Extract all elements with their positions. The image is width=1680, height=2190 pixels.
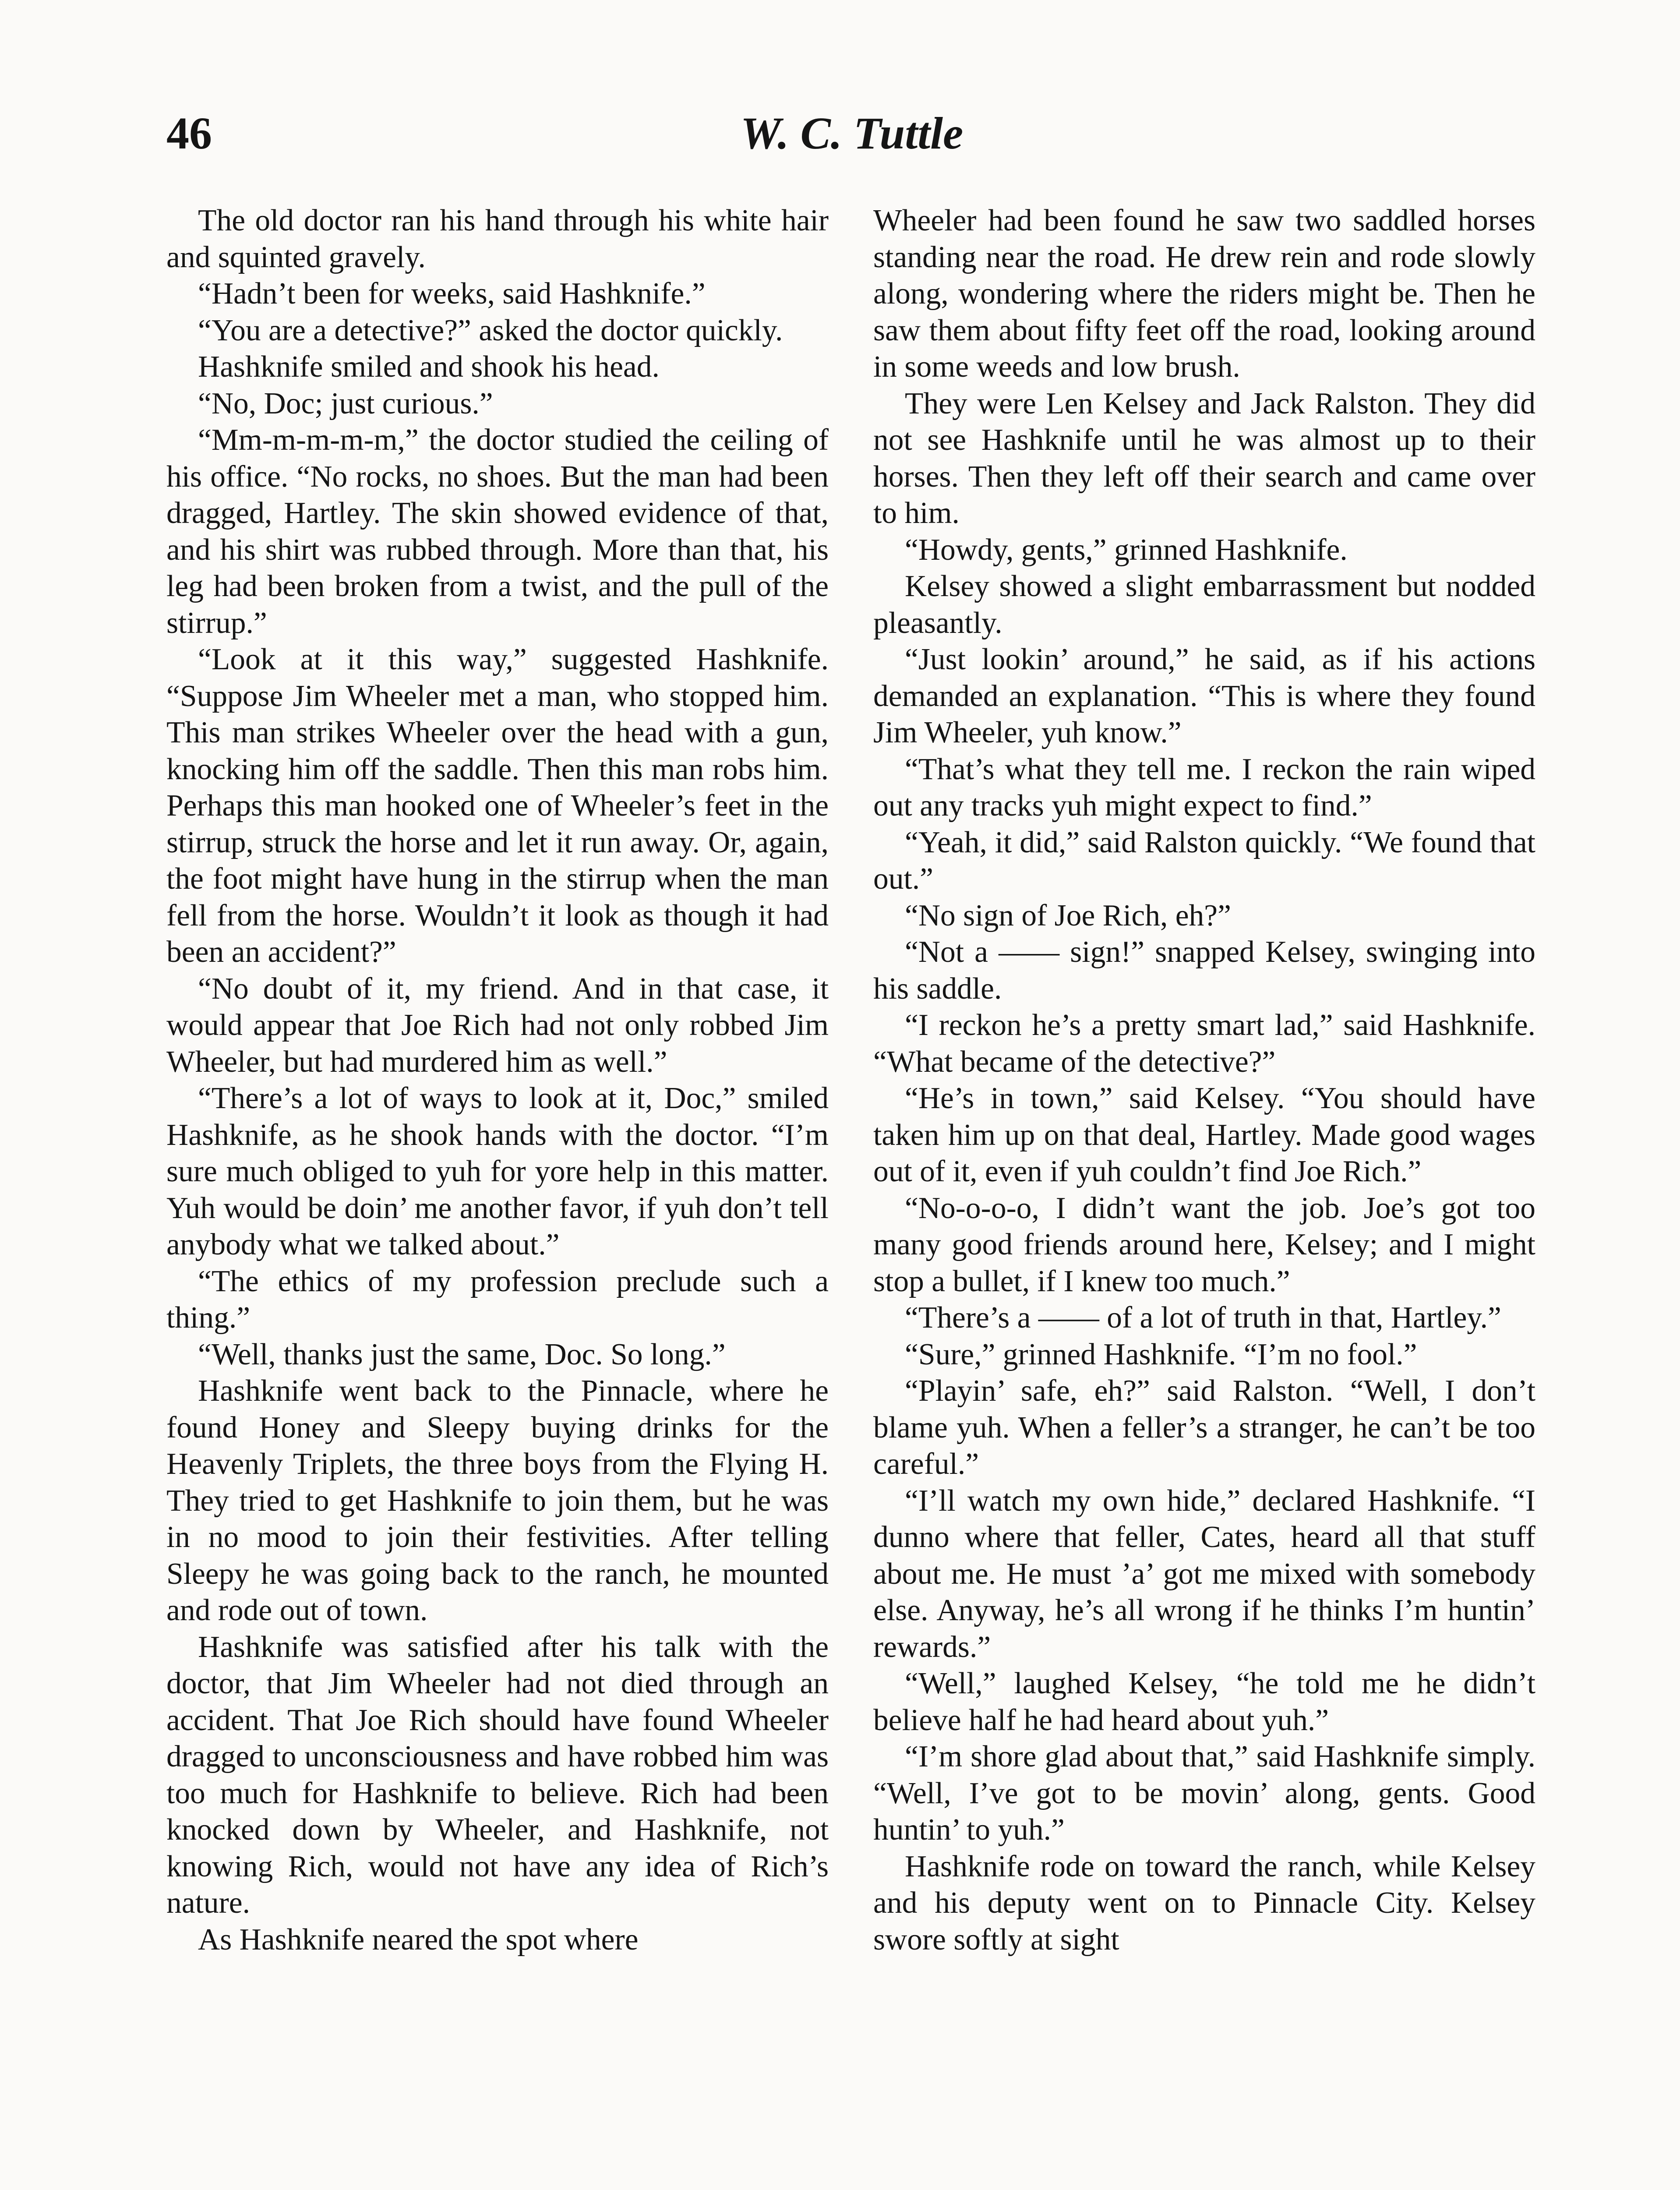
right-column [873,202,1535,2190]
paragraph: “No, Doc; just curious.” [198,386,493,420]
paragraph: Kelsey showed a slight embarrassment but nodded pleasantly. [873,569,1535,640]
page-header [166,101,1537,166]
paragraph: “That’s what they tell me. I reckon the rain wiped out any tracks yuh might expect to find.” [873,752,1535,823]
paragraph: “I’m shore glad about that,” said Hashknife simply. “Well, I’ve got to be movin’ along, gents. Good huntin’ to yuh.” [873,1740,1535,1847]
paragraph: As Hashknife neared the spot where [198,1922,639,1957]
running-head-author: W. C. Tuttle [740,108,964,159]
paragraph: “Howdy, gents,” grinned Hashknife. [905,533,1348,567]
paragraph: Hashknife rode on toward the ranch, while Kelsey and his deputy went on to Pinnacle City. Kelsey swore softly at sight [873,1849,1535,1957]
page-number: 46 [166,108,212,159]
paragraph: Hashknife went back to the Pinnacle, where he found Honey and Sleepy buying drinks for the Heavenly Triplets, the three boys from the Flying H. They tried to get Hashknife to join them, but he was in no mood to join their festivities. After telling Sleepy he was going back to the ranch, he mounted and rode out of town. [166,1374,829,1627]
paragraph-continued: Wheeler had been found he saw two saddled horses standing near the road. He drew rein and rode slowly along, wondering where the riders might be. Then he saw them about fifty feet off the road, looking around in some weeds and low brush. [873,204,1535,384]
left-column [166,202,829,2190]
paragraph: “You are a detective?” asked the doctor quickly. [198,313,783,347]
paragraph: “Hadn’t been for weeks, said Hashknife.” [198,277,706,311]
paragraph: “Just lookin’ around,” he said, as if his actions demanded an explanation. “This is where they found Jim Wheeler, yuh know.” [873,643,1535,749]
paragraph: “No sign of Joe Rich, eh?” [905,898,1231,933]
paragraph: “He’s in town,” said Kelsey. “You should have taken him up on that deal, Hartley. Made good wages out of it, even if yuh couldn’t find Joe Rich.” [873,1081,1535,1188]
paragraph: They were Len Kelsey and Jack Ralston. They did not see Hashknife until he was almost up to their horses. Then they left off their search and came over to him. [873,386,1535,530]
paragraph: “Well,” laughed Kelsey, “he told me he didn’t believe half he had heard about yuh.” [873,1667,1535,1737]
paragraph: “Yeah, it did,” said Ralston quickly. “We found that out.” [873,825,1535,896]
paragraph: “Well, thanks just the same, Doc. So long.” [198,1337,726,1371]
paragraph: “Sure,” grinned Hashknife. “I’m no fool.” [905,1337,1417,1371]
paragraph: Hashknife smiled and shook his head. [198,350,660,384]
paragraph: “Look at it this way,” suggested Hashknife. “Suppose Jim Wheeler met a man, who stopped him. This man strikes Wheeler over the head with a gun, knocking him off the saddle. Then this man robs him. Perhaps this man hooked one of Wheeler’s feet in the stirrup, struck the horse and let it run away. Or, again, the foot might have hung in the stirrup when the man fell from the horse. Wouldn’t it look as though it had been an accident?” [166,643,829,969]
paragraph: “No-o-o-o, I didn’t want the job. Joe’s got too many good friends around here, Kelsey; and I might stop a bullet, if I knew too much.” [873,1191,1535,1298]
paragraph: “There’s a —— of a lot of truth in that, Hartley.” [905,1301,1501,1335]
paragraph: Hashknife was satisfied after his talk with the doctor, that Jim Wheeler had not died through an accident. That Joe Rich should have found Wheeler dragged to unconsciousness and have robbed him was too much for Hashknife to believe. Rich had been knocked down by Wheeler, and Hashknife, not knowing Rich, would not have any idea of Rich’s nature. [166,1630,829,1920]
paragraph: “I’ll watch my own hide,” declared Hashknife. “I dunno where that feller, Cates, heard all that stuff about me. He must ’a’ got me mixed with somebody else. Anyway, he’s all wrong if he thinks I’m huntin’ rewards.” [873,1484,1535,1664]
paragraph: “Mm-m-m-m-m,” the doctor studied the ceiling of his office. “No rocks, no shoes. But the man had been dragged, Hartley. The skin showed evidence of that, and his shirt was rubbed through. More than that, his leg had been broken from a twist, and the pull of the stirrup.” [166,423,829,640]
paragraph: The old doctor ran his hand through his white hair and squinted gravely. [166,204,829,274]
paragraph: “Playin’ safe, eh?” said Ralston. “Well, I don’t blame yuh. When a feller’s a stranger, he can’t be too careful.” [873,1374,1535,1481]
paragraph: “There’s a lot of ways to look at it, Doc,” smiled Hashknife, as he shook hands with the doctor. “I’m sure much obliged to yuh for yore help in this matter. Yuh would be doin’ me another favor, if yuh don’t tell anybody what we talked about.” [166,1081,829,1261]
paragraph: “No doubt of it, my friend. And in that case, it would appear that Joe Rich had not only robbed Jim Wheeler, but had murdered him as well.” [166,971,829,1079]
paragraph: “I reckon he’s a pretty smart lad,” said Hashknife. “What became of the detective?” [873,1008,1535,1079]
paragraph: “The ethics of my profession preclude such a thing.” [166,1264,829,1335]
paragraph: “Not a —— sign!” snapped Kelsey, swinging into his saddle. [873,935,1535,1006]
